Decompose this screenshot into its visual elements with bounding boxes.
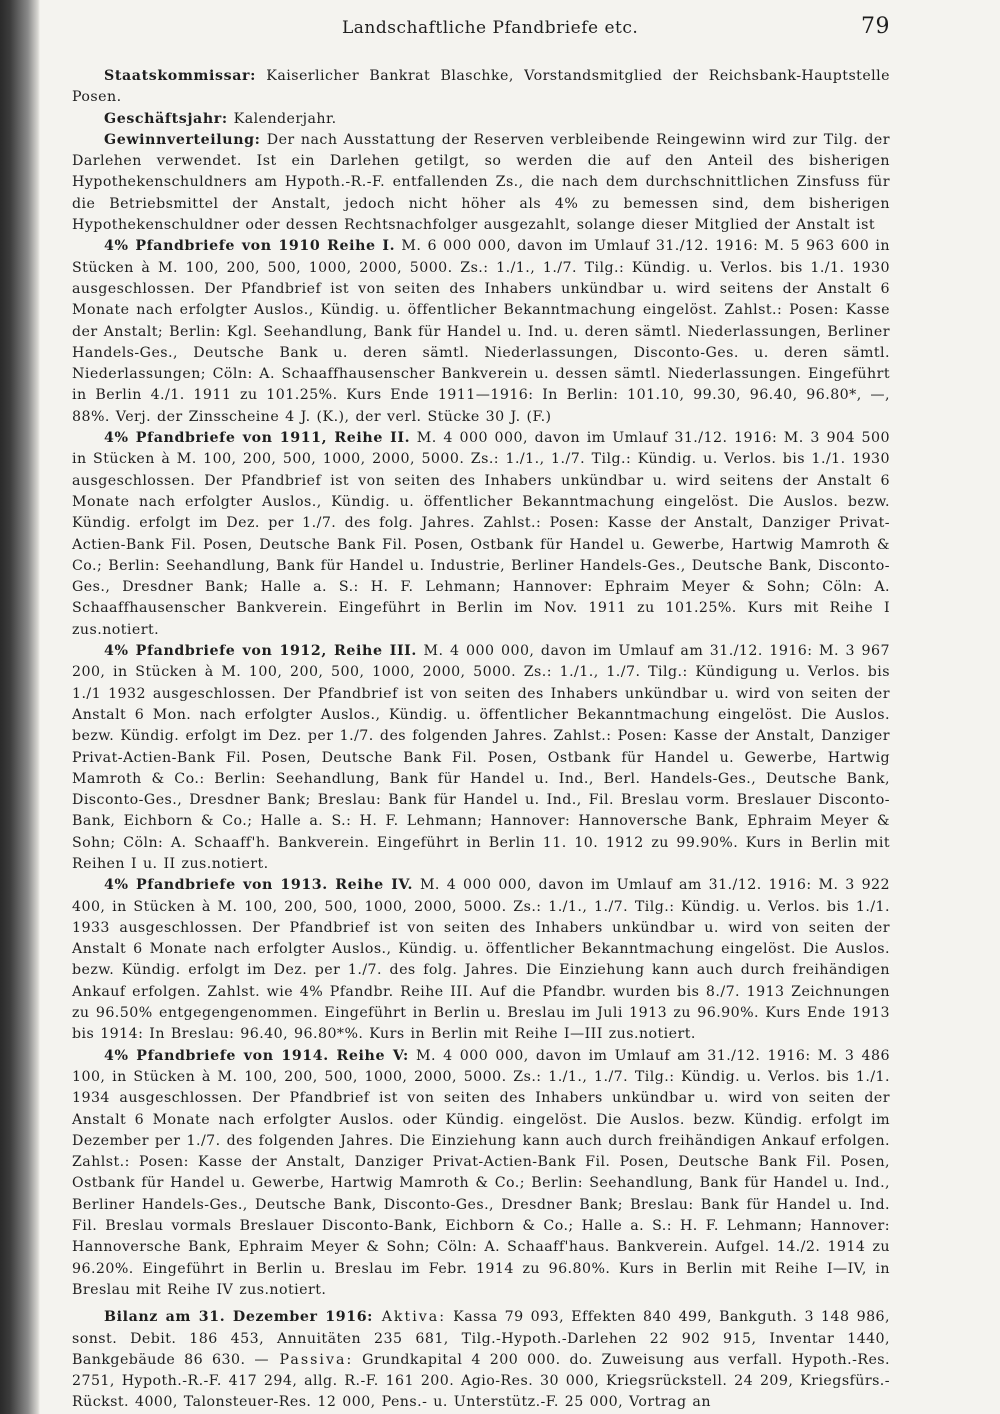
paragraph-lead: 4% Pfandbriefe von 1912, Reihe III. (104, 643, 417, 660)
paragraph-text: M. 4 000 000, davon im Umlauf am 31./12. 1916: M. 3 967 200, in Stücken à M. 100, 200, 500, 1000, 2000, 5000. Zs.: 1./1., 1./7. Tilg.: Kündigung u. Verlos. bis 1./1 1932 ausgeschlossen. Der Pfandbrief ist von seiten des Inhabers unkündbar u. wird von seiten der Anstalt 6 Mon. nach erfolgter Auslos., Kündig. u. öffentlicher Bekanntmachung eingelöst. Die Auslos. bezw. Kündig. erfolgt im Dez. per 1./7. des folgenden Jahres. Zahlst.: Posen: Kasse der Anstalt, Danziger Privat-Actien-Bank Fil. Posen, Deutsche Bank Fil. Posen, Ostbank für Handel u. Gewerbe, Hartwig Mamroth & Co.: Berlin: Seehandlung, Bank für Handel u. Ind., Berl. Handels-Ges., Deutsche Bank, Disconto-Ges., Dresdner Bank; Breslau: Bank für Handel u. Ind., Fil. Breslau vorm. Breslauer Disconto-Bank, Eichborn & Co.; Halle a. S.: H. F. Lehmann; Hannover: Hannoversche Bank, Ephraim Meyer & Sohn; Cöln: A. Schaaff'h. Bankverein. Eingeführt in Berlin 11. 10. 1912 zu 99.90%. Kurs in Berlin mit Reihen I u. II zus.notiert. (72, 643, 890, 872)
paragraph-lead: Gewinnverteilung: (104, 131, 261, 148)
paragraph-pfandbriefe-1913-reihe-iv (72, 875, 890, 1045)
paragraph-text: Der nach Ausstattung der Reserven verbleibende Reingewinn wird zur Tilg. der Darlehen verwendet. Ist ein Darlehen getilgt, so werden die auf den Anteil des bisherigen Hypothekenschuldners am Hypoth.-R.-F. entfallenden Zs., die nach dem durchschnittlichen Zinsfuss für die Betriebsmittel der Anstalt, jedoch nicht höher als 4% zu bemessen sind, dem bisherigen Hypothekenschuldner oder dessen Rechtsnachfolger ausgezahlt, solange dieser Mitglied der Anstalt ist (72, 131, 890, 234)
paragraph-lead: 4% Pfandbriefe von 1910 Reihe I. (104, 238, 396, 255)
paragraph-pfandbriefe-1910-reihe-i (72, 236, 890, 428)
running-title: Landschaftliche Pfandbriefe etc. (342, 18, 639, 38)
passiva-text: Grundkapital 4 200 000. do. Zuweisung aus verfall. Hypoth.-Res. 2751, Hypoth.-R.-F. 417 294, allg. R.-F. 161 200. Agio-Res. 30 000, Kriegsrückstell. 24 209, Kriegsfürs.-Rückst. 4000, Talonsteuer-Res. 12 000, Pens.- u. Unterstütz.-F. 25 000, Vortrag an (72, 1351, 890, 1411)
paragraph-geschaeftsjahr (72, 109, 890, 130)
paragraph-pfandbriefe-1912-reihe-iii (72, 641, 890, 875)
paragraph-staatskommissar (72, 66, 890, 109)
paragraph-text: M. 4 000 000, davon im Umlauf am 31./12. 1916: M. 3 922 400, in Stücken à M. 100, 200, 500, 1000, 2000, 5000. Zs.: 1./1., 1./7. Tilg.: Kündig. u. Verlos. bis 1./1. 1933 ausgeschlossen. Der Pfandbrief ist von seiten des Inhabers unkündbar u. wird von seiten der Anstalt 6 Monate nach erfolgter Auslos., Kündig. u. öffentlicher Bekanntmachung eingelöst. Die Auslos. bezw. Kündig. erfolgt im Dez. per 1./7. des folg. Jahres. Die Einziehung kann auch durch freihändigen Ankauf erfolgen. Zahlst. wie 4% Pfandbr. Reihe III. Auf die Pfandbr. wurden bis 8./7. 1913 Zeichnungen zu 96.50% entgegengenommen. Eingeführt in Berlin u. Breslau im Juli 1913 zu 96.90%. Kurs Ende 1913 bis 1914: In Breslau: 96.40, 96.80*%. Kurs in Berlin mit Reihe I—III zus.notiert. (72, 877, 890, 1043)
paragraph-text: Kalenderjahr. (227, 110, 337, 127)
paragraph-lead: Geschäftsjahr: (104, 110, 228, 127)
paragraph-text: Kaiserlicher Bankrat Blaschke, Vorstandsmitglied der Reichsbank-Hauptstelle Posen. (72, 68, 890, 106)
paragraph-lead: Staatskommissar: (104, 68, 256, 84)
aktiva-label: Aktiva: (373, 1309, 447, 1326)
paragraph-bilanz (72, 1307, 890, 1413)
paragraph-gewinnverteilung (72, 130, 890, 236)
paragraph-text: M. 4 000 000, davon im Umlauf am 31./12. 1916: M. 3 486 100, in Stücken à M. 100, 200, 500, 1000, 2000, 5000. Zs.: 1./1., 1./7. Tilg.: Kündig. u. Verlos. bis 1./1. 1934 ausgeschlossen. Der Pfandbrief ist von seiten des Inhabers unkündbar u. wird von seiten der Anstalt 6 Monate nach erfolgter Auslos. oder Kündig. eingelöst. Die Auslos. bezw. Kündig. erfolgt im Dezember per 1./7. des folgenden Jahres. Die Einziehung kann auch durch freihändigen Ankauf erfolgen. Zahlst.: Posen: Kasse der Anstalt, Danziger Privat-Actien-Bank Fil. Posen, Deutsche Bank Fil. Posen, Ostbank für Handel u. Gewerbe, Hartwig Mamroth & Co.; Berlin: Seehandlung, Bank für Handel u. Ind., Berliner Handels-Ges., Deutsche Bank, Disconto-Ges., Dresdner Bank; Breslau: Bank für Handel u. Ind. Fil. Breslau vormals Breslauer Disconto-Bank, Eichborn & Co.; Halle a. S.: H. F. Lehmann; Hannover: Hannoversche Bank, Ephraim Meyer & Sohn; Cöln: A. Schaaff'haus. Bankverein. Aufgel. 14./2. 1914 zu 96.20%. Eingeführt in Berlin u. Breslau im Febr. 1914 zu 96.80%. Kurs in Berlin mit Reihe I—IV, in Breslau mit Reihe IV zus.notiert. (72, 1047, 890, 1298)
paragraph-lead: Bilanz am 31. Dezember 1916: (104, 1309, 374, 1326)
passiva-label: Passiva: (269, 1351, 354, 1368)
paragraph-lead: 4% Pfandbriefe von 1911, Reihe II. (104, 430, 411, 447)
paragraph-lead: 4% Pfandbriefe von 1913. Reihe IV. (104, 877, 414, 894)
paragraph-lead: 4% Pfandbriefe von 1914. Reihe V: (104, 1047, 409, 1064)
book-binding-shadow (0, 0, 40, 1414)
paragraph-text: M. 6 000 000, davon im Umlauf 31./12. 1916: M. 5 963 600 in Stücken à M. 100, 200, 500, 1000, 2000, 5000. Zs.: 1./1., 1./7. Tilg.: Kündig. u. Verlos. bis 1./1. 1930 ausgeschlossen. Der Pfandbrief ist von seiten des Inhabers unkündbar u. wird seitens der Anstalt 6 Monate nach erfolgter Auslos., Kündig. u. öffentlicher Bekanntmachung eingelöst. Zahlst.: Posen: Kasse der Anstalt; Berlin: Kgl. Seehandlung, Bank für Handel u. Ind. u. deren sämtl. Niederlassungen, Berliner Handels-Ges., Deutsche Bank u. deren sämtl. Niederlassungen, Disconto-Ges. u. deren sämtl. Niederlassungen; Cöln: A. Schaaffhausenscher Bankverein u. dessen sämtl. Niederlassungen. Eingeführt in Berlin 4./1. 1911 zu 101.25%. Kurs Ende 1911—1916: In Berlin: 101.10, 99.30, 96.40, 96.80*, —, 88%. Verj. der Zinsscheine 4 J. (K.), der verl. Stücke 30 J. (F.) (72, 238, 891, 425)
page-number: 79 (861, 14, 890, 39)
paragraph-pfandbriefe-1911-reihe-ii (72, 428, 890, 641)
document-page (72, 14, 891, 1414)
paragraph-pfandbriefe-1914-reihe-v (72, 1046, 890, 1302)
page-header (72, 14, 890, 48)
paragraph-text: M. 4 000 000, davon im Umlauf 31./12. 1916: M. 3 904 500 in Stücken à M. 100, 200, 500, 1000, 2000, 5000. Zs.: 1./1., 1./7. Tilg.: Kündig. u. Verlos. bis 1./1. 1930 ausgeschlossen. Der Pfandbrief ist von seiten des Inhabers unkündbar u. wird seitens der Anstalt 6 Monate nach erfolgter Auslos., Kündig. u. öffentlicher Bekanntmachung eingelöst. Die Auslos. bezw. Kündig. erfolgt im Dez. per 1./7. des folg. Jahres. Zahlst.: Posen: Kasse der Anstalt, Danziger Privat-Actien-Bank Fil. Posen, Deutsche Bank Fil. Posen, Ostbank für Handel u. Gewerbe, Hartwig Mamroth & Co.; Berlin: Seehandlung, Bank für Handel u. Industrie, Berliner Handels-Ges., Deutsche Bank, Disconto-Ges., Dresdner Bank; Halle a. S.: H. F. Lehmann; Hannover: Ephraim Meyer & Sohn; Cöln: A. Schaaffhausenscher Bankverein. Eingeführt in Berlin im Nov. 1911 zu 101.25%. Kurs mit Reihe I zus.notiert. (72, 430, 890, 638)
aktiva-text: Kassa 79 093, Effekten 840 499, Bankguth. 3 148 986, sonst. Debit. 186 453, Annuitäten 235 681, Tilg.-Hypoth.-Darlehen 22 902 915, Inventar 1440, Bankgebäude 86 630. — (72, 1309, 890, 1368)
